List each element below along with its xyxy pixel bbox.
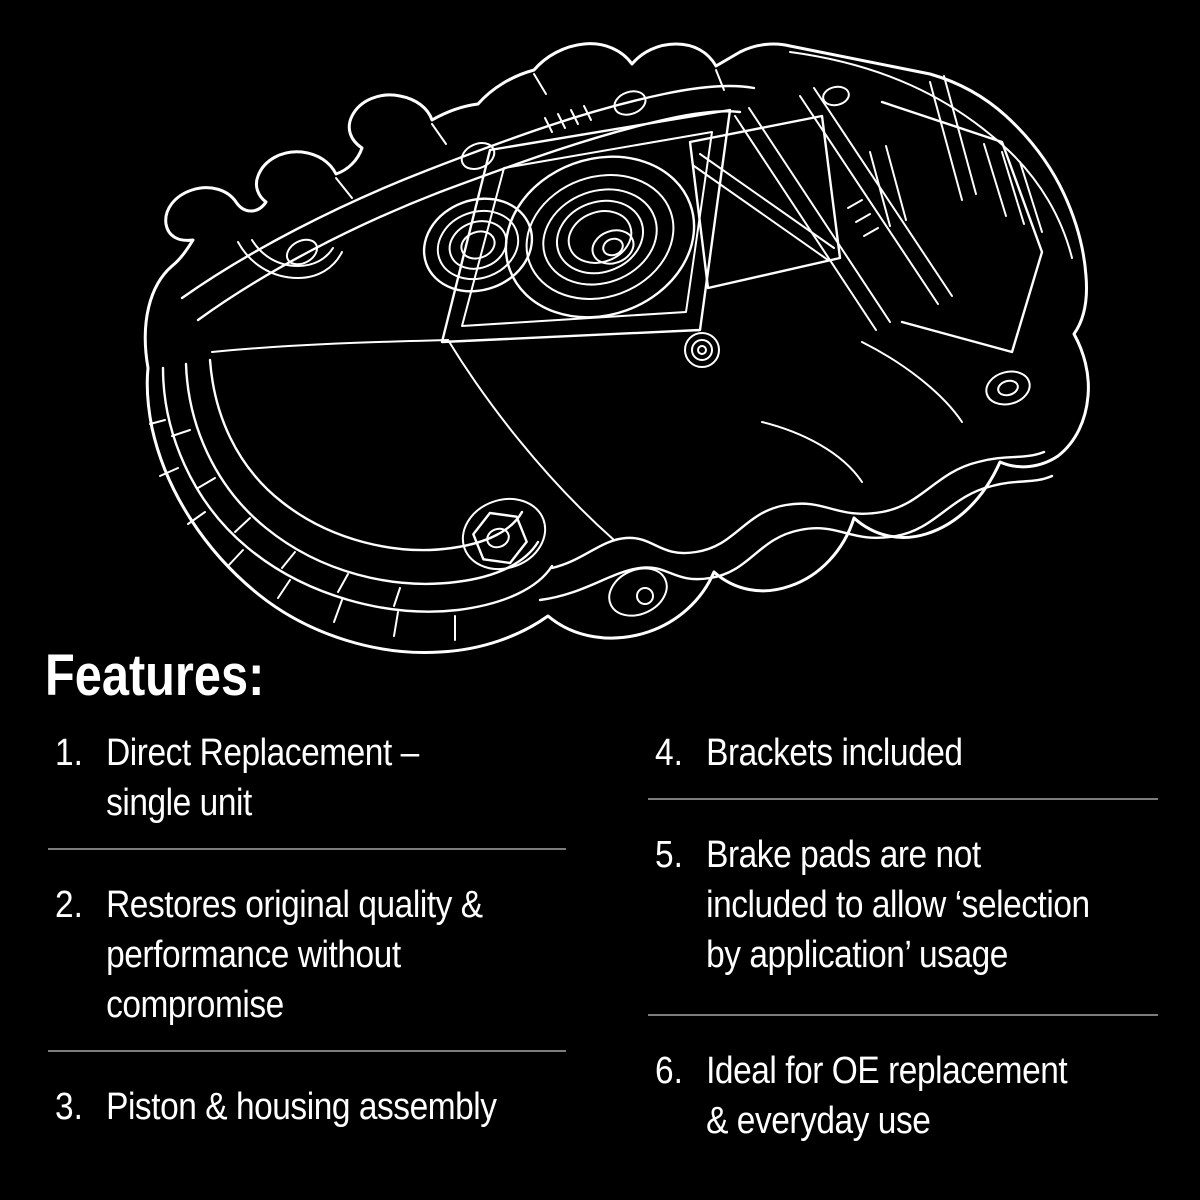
bridge-bar-1 <box>700 154 834 248</box>
feature-number: 1. <box>55 732 83 774</box>
divider <box>648 798 1158 800</box>
bridge-window <box>690 116 840 288</box>
top-band-line-2 <box>198 111 740 320</box>
feature-text-line: compromise <box>106 984 284 1026</box>
feature-text-line: performance without <box>106 934 401 976</box>
feature-item-1 <box>48 728 504 828</box>
feature-item-5 <box>648 830 1097 980</box>
feature-text-line: single unit <box>106 782 252 824</box>
feature-text <box>706 728 962 778</box>
feature-number: 3. <box>55 1086 83 1128</box>
feature-number: 6. <box>655 1050 683 1092</box>
feature-text <box>706 1046 1067 1146</box>
feature-item-3 <box>48 1082 504 1132</box>
feature-text-line: Brackets included <box>706 732 963 774</box>
feature-text <box>106 1082 497 1132</box>
feature-text-line: Brake pads are not <box>706 834 981 876</box>
banjo-bolt <box>453 488 555 581</box>
divider <box>48 1050 566 1052</box>
feature-item-6 <box>648 1046 1097 1146</box>
feature-number: 5. <box>655 834 683 876</box>
bleed-port <box>685 333 719 367</box>
flat-face-top-edge <box>212 340 448 352</box>
feature-text-line: & everyday use <box>706 1100 931 1142</box>
hook-arm-inner <box>252 240 333 266</box>
guide-pin-struts <box>735 88 952 330</box>
lug-holes <box>283 84 851 269</box>
pad-wavy-edge-upper <box>552 452 1044 568</box>
lug-connectors <box>336 70 724 198</box>
band-ribs <box>150 420 455 640</box>
feature-text-line: Direct Replacement – <box>106 732 419 774</box>
feature-text-line: Ideal for OE replacement <box>706 1050 1068 1092</box>
right-block-fins <box>870 76 1042 232</box>
right-lower-lug <box>762 342 1033 482</box>
feature-number: 2. <box>55 884 83 926</box>
feature-text-line: Piston & housing assembly <box>106 1086 497 1128</box>
feature-number: 4. <box>655 732 683 774</box>
feature-text <box>106 880 483 1030</box>
feature-text-line: included to allow ‘selection <box>706 884 1090 926</box>
features-heading: Features: <box>45 643 265 708</box>
feature-item-4 <box>648 728 1097 778</box>
divider <box>48 848 566 850</box>
features-column-left <box>48 728 566 1132</box>
feature-text <box>706 830 1090 980</box>
bridge-bar-2 <box>694 166 828 260</box>
feature-text-line: by application’ usage <box>706 934 1008 976</box>
divider <box>648 1014 1158 1016</box>
feature-text <box>106 728 419 828</box>
feature-text-line: Restores original quality & <box>106 884 483 926</box>
feature-item-2 <box>48 880 504 1030</box>
features-column-right <box>648 728 1158 1146</box>
flat-face-right-edge <box>448 340 614 540</box>
